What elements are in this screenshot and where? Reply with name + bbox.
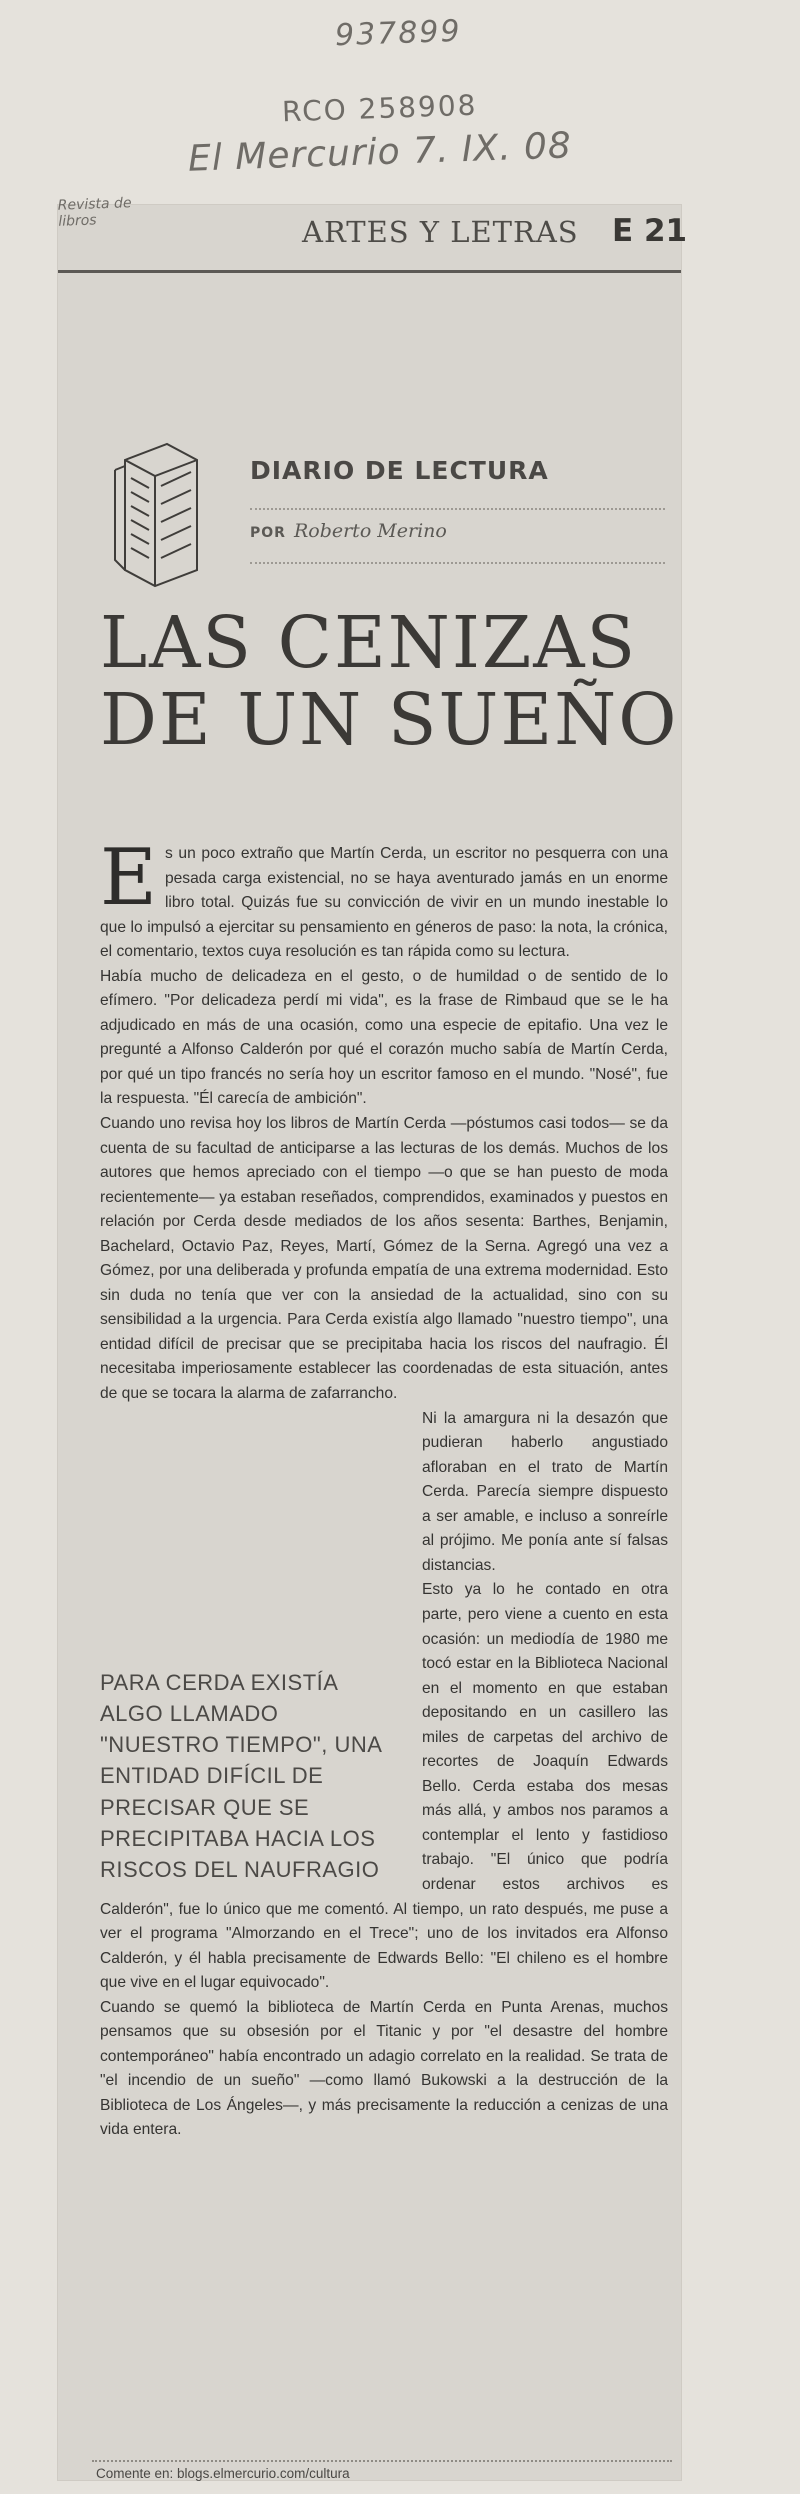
byline-divider <box>250 562 665 564</box>
source-date-annotation: El Mercurio 7. IX. 08 <box>187 125 573 180</box>
paragraph-5: Esto ya lo he contado en otra parte, pero viene a cuento en esta ocasión: un mediodía de 1980 me tocó estar en la Biblioteca Nacional en el momento en que estaban depositando en un casillero las miles de carpetas del archivo de recortes de Joaquín Edwards Bello. Cerda estaba dos mesas más allá, y ambos nos paramos a contemplar el lento y fastidioso trabajo. "El único que podría ordenar estos archivos es Calderón", fue lo único que me comentó. Al tiempo, un rato después, me puse a ver el programa "Almorzando en el Trece"; uno de los invitados era Alfonso Calderón, y él habla precisamente de Edwards Bello: "El chileno es el hombre que vive en el lugar equivocado". <box>100 1581 668 1992</box>
paragraph-1-text: s un poco extraño que Martín Cerda, un escritor no pesquerra con una pesada carga existencial, no se haya aventurado jamás en un enorme libro total. Quizás fue su convicción de vivir en un mundo inestable lo que lo impulsó a ejercitar su pensamiento en géneros de paso: la nota, la crónica, el comentario, textos cuya resolución es tan rápida como su lectura. <box>100 845 668 961</box>
article-body <box>100 833 668 2143</box>
footer-link: Comente en: blogs.elmercurio.com/cultura <box>96 2466 350 2481</box>
section-title: ARTES Y LETRAS <box>302 215 579 249</box>
author-name: Roberto Merino <box>293 520 447 542</box>
header-rule <box>58 270 681 273</box>
record-code-annotation: RCO 258908 <box>281 88 478 129</box>
page-number: E 21 <box>612 213 688 249</box>
books-illustration-icon <box>105 430 215 590</box>
drop-cap: E <box>100 833 157 923</box>
paragraph-1 <box>100 833 668 965</box>
pull-quote: PARA CERDA EXISTÍA ALGO LLAMADO "NUESTRO TIEMPO", UNA ENTIDAD DIFÍCIL DE PRECISAR QUE SE PRECIPITABA HACIA LOS RISCOS DEL NAUFRAGIO <box>100 1669 382 1882</box>
byline <box>250 520 447 542</box>
paragraph-3-text: Cuando uno revisa hoy los libros de Martín Cerda —póstumos casi todos— se da cuenta de su facultad de anticiparse a las lecturas de los demás. Muchos de los autores que hemos apreciado con el tiempo —o que se han puesto de moda recientemente— ya estaban reseñados, comprendidos, examinados y puestos en relación por Cerda desde mediados de los años sesenta: Barthes, Benjamin, Bachelard, Octavio Paz, Reyes, Martí, Gómez de la Serna. Agregó una vez a Gómez, por una deliberada y profunda empatía de una extrema modernidad. Esto sin duda no tenía que ver con la ansiedad de la actualidad, sino con su sensibilidad a la urgencia. Para Cerda existía algo llamado "nuestro tiempo", una entidad difícil de precisar que se precipitaba hacia los riscos del naufragio. Él necesitaba imperiosamente establecer las coordenadas de esta situación, antes de que se tocara la alarma de zafarrancho. <box>100 1115 668 1403</box>
paragraph-6: Cuando se quemó la biblioteca de Martín Cerda en Punta Arenas, muchos pensamos que su obsesión por el Titanic y por "el desastre del hombre contemporáneo" había encontrado un adagio correlato en la realidad. Se trata de "el incendio de un sueño" —como llamó Bukowski a la destrucción de la Biblioteca de Los Ángeles—, y más precisamente la reducción a cenizas de una vida entera. <box>100 1998 668 2139</box>
catalog-number-annotation: 937899 <box>334 13 463 54</box>
byline-prefix: POR <box>250 525 286 541</box>
kicker-divider <box>250 508 665 510</box>
column-kicker: DIARIO DE LECTURA <box>250 456 549 485</box>
headline: LAS CENIZAS DE UN SUEÑO <box>100 601 679 762</box>
footer-divider <box>92 2460 672 2462</box>
margin-note-annotation: Revista de libros <box>57 195 132 230</box>
paragraph-4: Ni la amargura ni la desazón que pudieran haberlo angustiado afloraban en el trato de Martín Cerda. Parecía siempre dispuesto a ser amable, e incluso a sonreírle al prójimo. Me ponía ante sí falsas distancias. <box>422 1409 668 1574</box>
paragraph-2: Había mucho de delicadeza en el gesto, o de humildad o de sentido de lo efímero. "Por delicadeza perdí mi vida", es la frase de Rimbaud que se le ha adjudicado en más de una ocasión, como una especie de epitafio. Una vez le pregunté a Alfonso Calderón por qué el corazón mucho sabía de Martín Cerda, por qué un tipo francés no sería hoy un escritor famoso en el mundo. "Nosé", fue la respuesta. "Él carecía de ambición". <box>100 967 668 1108</box>
